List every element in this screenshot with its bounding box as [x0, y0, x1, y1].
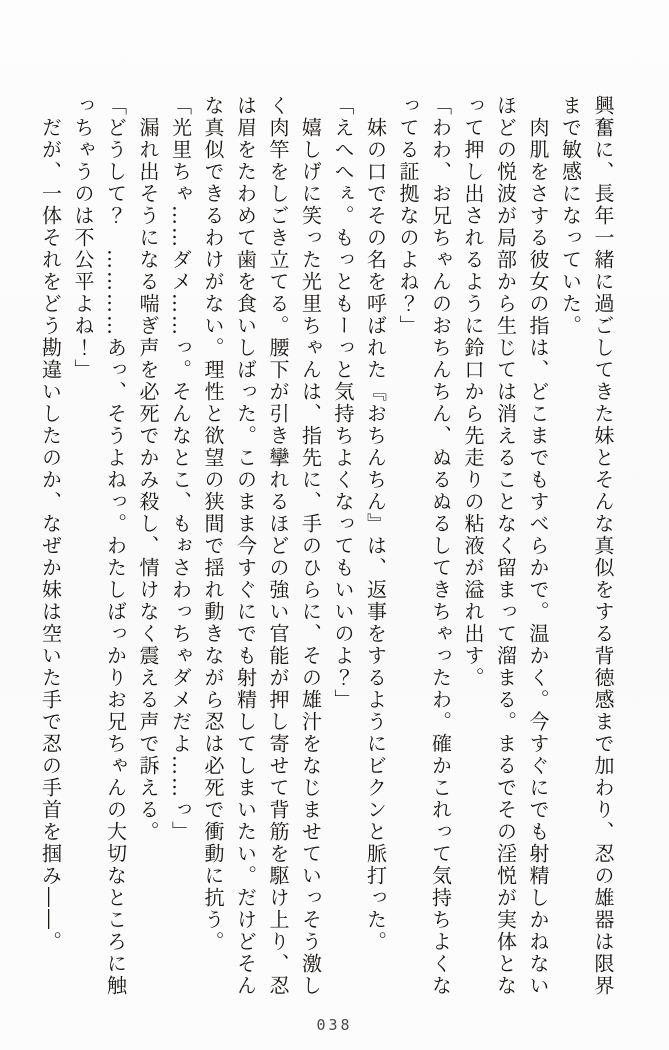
narration-paragraph: 嬉しげに笑った光里ちゃんは、指先に、手のひらに、その雄汁をなじませていっそう激しく肉竿をしごき立てる。腰下が引き攣れるほどの強い官能が押し寄せて背筋を駆け上り、忍は眉をたわめて歯を食いしばった。このまま今すぐにでも射精してしまいたい。だけどそんな真似できるわけがない。理性と欲望の狭間で揺れ動きながら忍は必死で衝動に抗う。 [201, 95, 323, 997]
dialogue-line: 「どうして？ …………あっ、そうよねっ。わたしばっかりお兄ちゃんの大切なところに触っちゃうのは不公平よね！」 [71, 95, 128, 997]
narration-paragraph: 興奮に、長年一緒に過ごしてきた妹とそんな真似をする背徳感まで加わり、忍の雄器は限界まで敏感になっていた。 [558, 95, 615, 997]
dialogue-line: 「光里ちゃ……ダメ……っ。そんなとこ、もぉさわっちゃダメだよ……っ」 [168, 95, 193, 843]
dialogue-line: 「わわ、お兄ちゃんのおちんちん、ぬるぬるしてきちゃったわ。確かこれって気持ちよくなってる証拠なのよね？」 [396, 95, 453, 997]
narration-paragraph: だが、一体それをどう勘違いしたのか、なぜか妹は空いた手で忍の手首を掴み――。 [38, 95, 63, 953]
dialogue-line: 「えへへぇ。もっともーっと気持ちよくなってもいいのよ？」 [331, 95, 355, 711]
narration-paragraph: 妹の口でその名を呼ばれた『おちんちん』は、返事をするようにビクンと脈打った。 [363, 95, 388, 953]
vertical-text-body [33, 95, 619, 997]
narration-paragraph: 漏れ出そうになる喘ぎ声を必死でかみ殺し、情けなく震える声で訴える。 [136, 95, 160, 843]
narration-paragraph: 肉肌をさする彼女の指は、どこまでもすべらかで。温かく。今すぐにでも射精しかねないほどの悦波が局部から生じては消えることなく留まって溜まる。まるでその淫悦が実体となって押し出されるように鈴口から先走りの粘液が溢れ出す。 [461, 95, 550, 997]
page-number: 038 [316, 1016, 353, 1034]
